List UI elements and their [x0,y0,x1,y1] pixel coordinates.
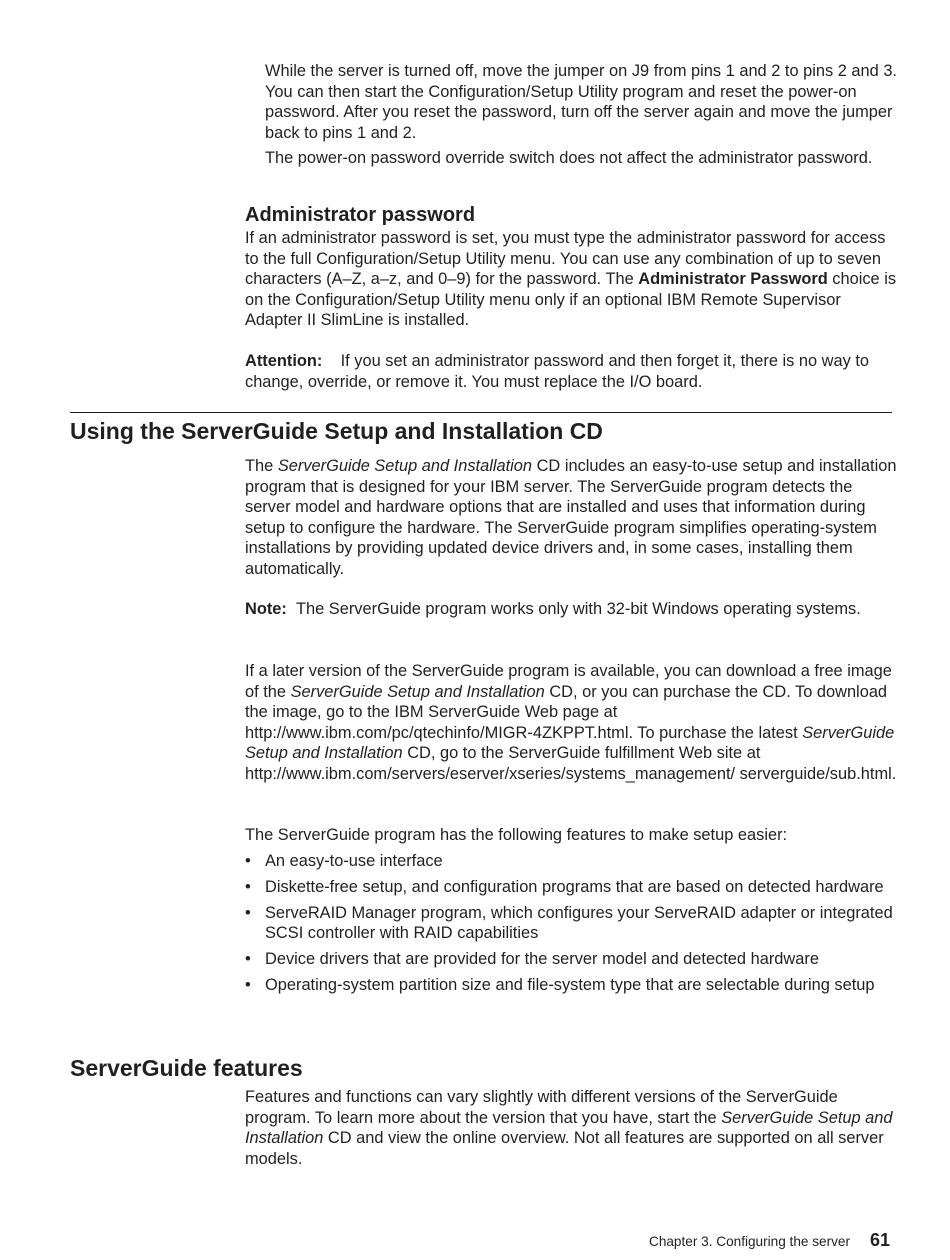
override-switch-paragraph: The power-on password override switch does not affect the administrator password. [265,149,873,167]
bullet-icon: • [245,877,251,896]
features-intro: The ServerGuide program has the following features to make setup easier: [245,826,788,844]
note-paragraph: Note: The ServerGuide program works only with 32-bit Windows operating systems. [245,600,861,618]
bullet-icon: • [245,852,251,870]
list-item: • An easy-to-use interface [245,852,443,870]
attention-notice: Attention: If you set an administrator password and then forget it, there is no way to change, override, or remove it. You must replace the I/O board. [245,352,870,391]
page-number: 61 [869,1230,890,1250]
attention-label: Attention: [245,352,323,370]
note-label: Note: [245,600,287,618]
section-divider [70,412,892,413]
footer-chapter-title: Chapter 3. Configuring the server [649,1234,850,1249]
bullet-icon: • [245,950,251,969]
feature-list [245,851,897,1001]
bullet-icon: • [245,976,251,995]
list-item: • Diskette-free setup, and configuration programs that are based on detected hardware [245,877,884,896]
serverguide-features-heading: ServerGuide features [70,1055,303,1081]
list-item: • ServeRAID Manager program, which configures your ServeRAID adapter or integrated SCSI controller with RAID capabilities [245,903,893,943]
admin-password-heading: Administrator password [245,204,476,226]
download-paragraph: If a later version of the ServerGuide program is available, you can download a free image of the ServerGuide Setup and Installation CD, or you can purchase the CD. To download the image, go to the IBM ServerGuide Web page at http://www.ibm.com/pc/qtechinfo/MIGR-4ZKPPT.html. To purchase the latest ServerGuide Setup and Installation CD, go to the ServerGuide fulfillment Web site at http://www.ibm.com/servers/eserver/xseries/systems_management/ serverguide/sub.html. [245,662,897,783]
features-paragraph: Features and functions can vary slightly with different versions of the ServerGuide program. To learn more about the version that you have, start the ServerGuide Setup and Installation CD and view the online overview. Not all features are supported on all server models. [245,1088,893,1168]
list-item: • Device drivers that are provided for the server model and detected hardware [245,950,819,969]
bullet-icon: • [245,903,251,922]
serverguide-intro-paragraph: The ServerGuide Setup and Installation CD includes an easy-to-use setup and installation program that is designed for your IBM server. The ServerGuide program detects the server model and hardware options that are installed and uses that information during setup to configure the hardware. The ServerGuide program simplifies operating-system installations by providing updated device drivers and, in some cases, installing them automatically. [245,457,897,578]
admin-password-paragraph: If an administrator password is set, you must type the administrator password for access to the full Configuration/Setup Utility menu. You can use any combination of up to seven characters (A–Z, a–z, and 0–9) for the password. The Administrator Password choice is on the Configuration/Setup Utility menu only if an optional IBM Remote Supervisor Adapter II SlimLine is installed. [245,229,897,330]
jumper-paragraph: While the server is turned off, move the jumper on J9 from pins 1 and 2 to pins 2 and 3. You can then start the Configuration/Setup Utility program and reset the power-on password. After you reset the password, turn off the server again and move the jumper back to pins 1 and 2. [265,62,897,142]
serverguide-section-heading: Using the ServerGuide Setup and Installation CD [70,418,603,444]
list-item: • Operating-system partition size and file-system type that are selectable during setup [245,976,875,995]
admin-password-menu-choice: Administrator Password [638,270,828,289]
